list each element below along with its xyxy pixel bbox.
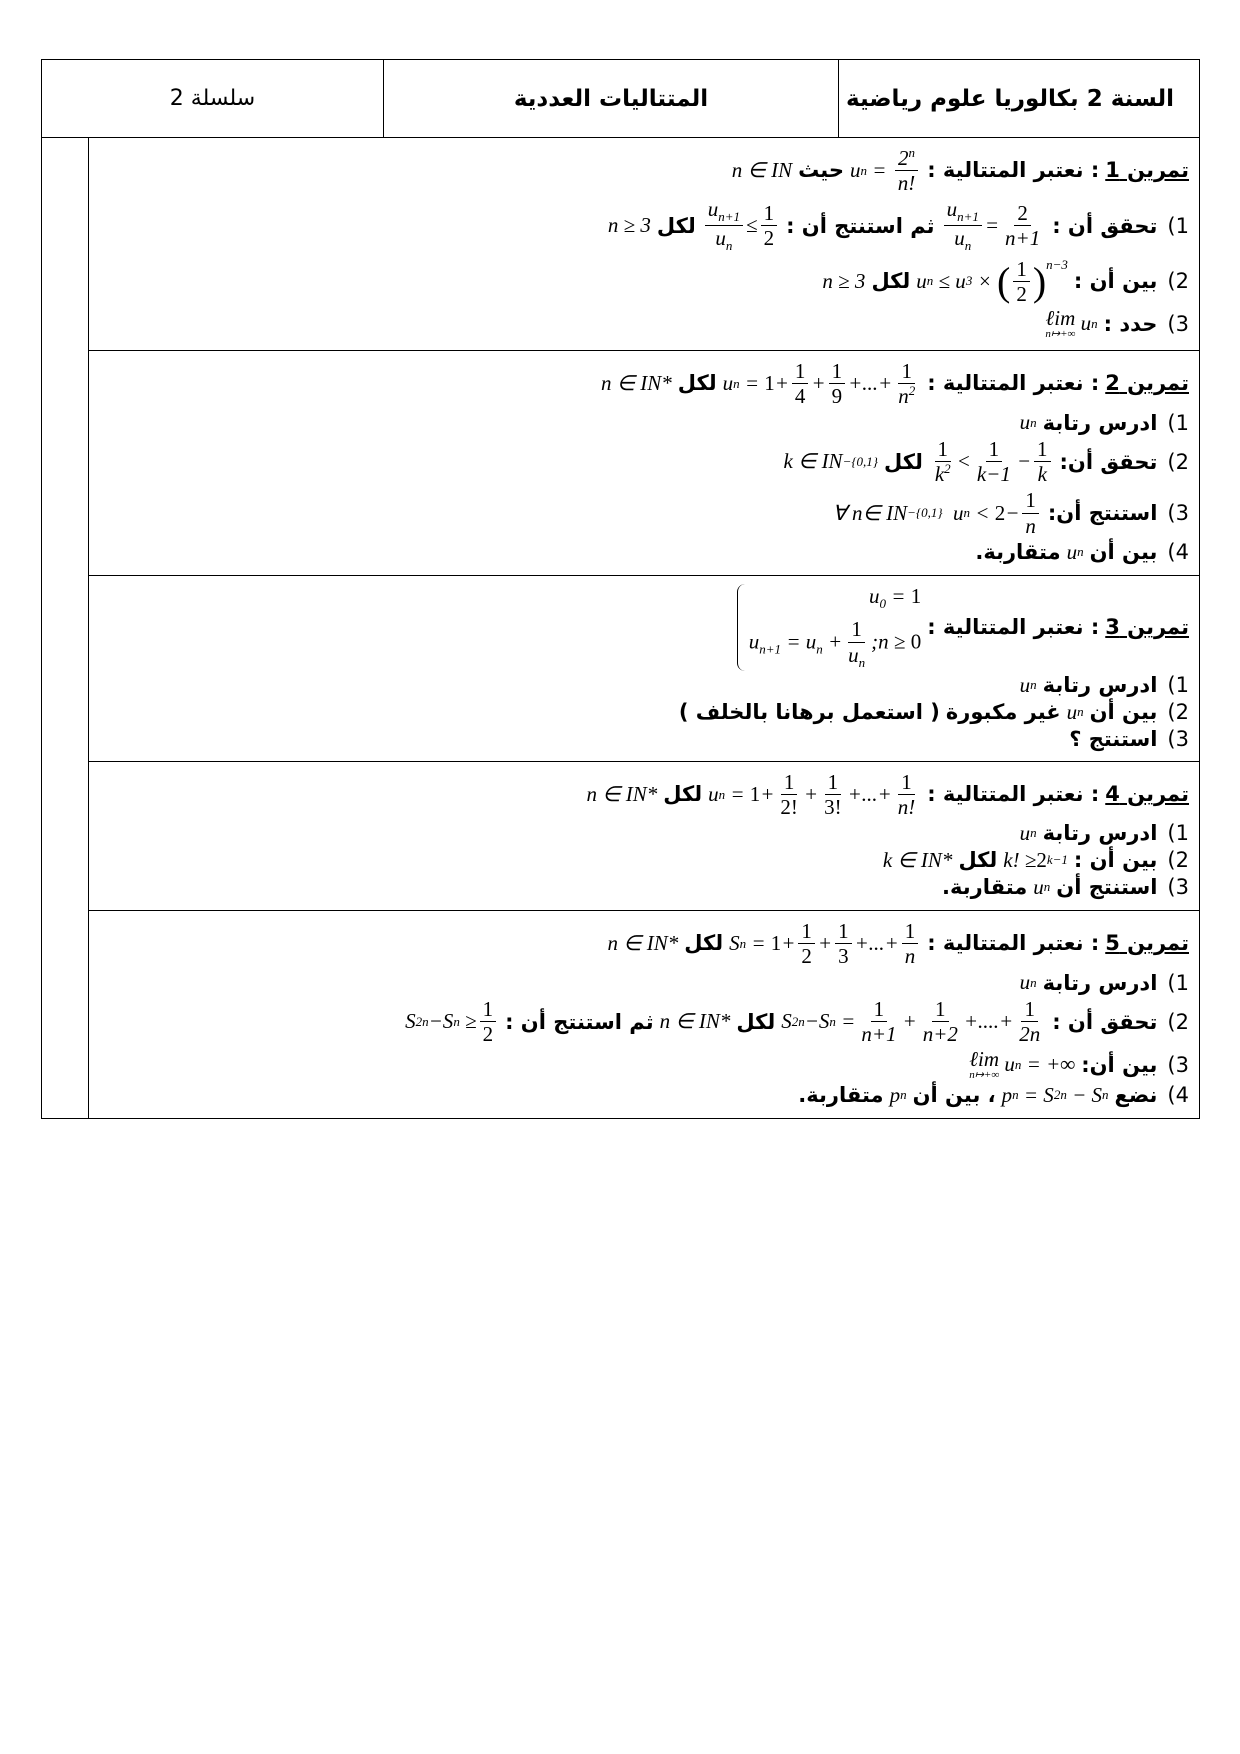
question: 1) ادرس رتابة u n xyxy=(1019,970,1189,995)
exercise-5 xyxy=(89,911,1199,1118)
exercise-title: تمرين 1 xyxy=(1105,158,1189,183)
formula: $u_0 = 1$ $u_{n+1} = u_n$ + $\frac{1}{u_n}$ ;n ≥ 0 xyxy=(737,584,921,671)
formula: k ∈ IN −{0,1} xyxy=(783,449,878,474)
question: 2) بين أن : u n ≤ u 3 × ( $\frac{1}{2}$ ) $^{n-3}$ لكل n ≥ 3 xyxy=(822,256,1189,306)
formula: $\frac{u_{n+1}}{u_n}$ ≤ $\frac{1}{2}$ xyxy=(702,197,780,254)
exercise-4-intro: تمرين 4 : نعتبر المتتالية : u n = 1 + $\frac{1}{2!}$ + $\frac{1}{3!}$ +...+ $\frac{1}{n!}$ لكل n ∈ IN* xyxy=(586,769,1189,819)
formula: u n = 1 + $\frac{1}{2!}$ + $\frac{1}{3!}$ +...+ $\frac{1}{n!}$ xyxy=(708,769,916,819)
question: 1) ادرس رتابة u n xyxy=(1019,672,1189,698)
question: 2) تحقق أن: $\frac{1}{k^2}$ < $\frac{1}{k-1}$ − $\frac{1}{k}$ لكل k ∈ IN −{0,1} xyxy=(783,437,1189,487)
question: 1) تحقق أن : $\frac{u_{n+1}}{u_n}$ = $\frac{2}{n+1}$ ثم استنتج أن : $\frac{u_{n+1}}{u_n}$ ≤ $\frac{1}{2}$ لكل n ≥ 3 xyxy=(607,197,1189,254)
header xyxy=(42,60,1199,138)
question: 1) ادرس رتابة u n xyxy=(1019,820,1189,846)
level-cell: السنة 2 بكالوريا علوم رياضية xyxy=(838,60,1199,137)
formula: $\frac{u_{n+1}}{u_n}$ = $\frac{2}{n+1}$ xyxy=(941,197,1047,254)
exercise-title: تمرين 3 xyxy=(1105,614,1189,639)
left-margin-column xyxy=(42,138,89,1118)
question: 3) استنتج أن: ∀ n∈ IN −{0,1} u n < 2 − $\frac{1}{n}$ xyxy=(832,488,1189,538)
question: 2) بين أن u n غير مكبورة ( استعمل برهانا بالخلف ) xyxy=(678,699,1189,725)
exercise-1 xyxy=(89,138,1199,351)
formula: ∀ n∈ IN −{0,1} u n < 2 − $\frac{1}{n}$ xyxy=(832,488,1041,537)
exercise-3 xyxy=(89,576,1199,762)
exercise-sheet xyxy=(41,59,1200,1119)
exercise-title: تمرين 5 xyxy=(1105,931,1189,956)
exercise-4 xyxy=(89,762,1199,911)
question: 3) استنتج ؟ xyxy=(1069,726,1189,751)
question: 3) استنتج أن u n متقاربة. xyxy=(942,874,1189,900)
question: 1) ادرس رتابة u n xyxy=(1019,410,1189,435)
formula: k! ≥ 2 k−1 xyxy=(1003,847,1068,872)
formula: u n = $\frac{2^n}{n!}$ xyxy=(850,146,921,195)
question: 3) حدد : ℓim n↦+∞ u n xyxy=(1045,305,1189,340)
formula: p n = S 2n − S n xyxy=(1001,1082,1109,1107)
formula: $\frac{1}{k^2}$ < $\frac{1}{k-1}$ − $\frac{1}{k}$ xyxy=(929,437,1054,486)
formula: ℓim n↦+∞ u n xyxy=(1045,305,1098,340)
formula: u n ≤ u 3 × ( $\frac{1}{2}$ ) $^{n-3}$ xyxy=(916,256,1068,306)
formula: S n = 1 + $\frac{1}{2}$ + $\frac{1}{3}$ +...+ $\frac{1}{n}$ xyxy=(729,919,921,968)
exercise-2-intro: تمرين 2 : نعتبر المتتالية : u n = 1 + $\frac{1}{4}$ + $\frac{1}{9}$ +...+ $\frac{1}{n^2}$ لكل n ∈ IN* xyxy=(600,358,1189,408)
formula: S 2n −S n = $\frac{1}{n+1}$ + $\frac{1}{n+2}$ +....+ $\frac{1}{2n}$ xyxy=(781,997,1041,1047)
exercise-title: تمرين 4 xyxy=(1105,781,1189,806)
formula: u n = 1 + $\frac{1}{4}$ + $\frac{1}{9}$ +...+ $\frac{1}{n^2}$ xyxy=(722,358,916,408)
question: 4) بين أن u n متقاربة. xyxy=(975,539,1189,565)
topic-title: المتتاليات العددية xyxy=(383,60,838,137)
exercises-column xyxy=(89,138,1199,1118)
exercise-2 xyxy=(89,351,1199,576)
question: 4) نضع p n = S 2n − S n ، بين أن p n متقاربة. xyxy=(798,1082,1189,1108)
exercise-3-intro: تمرين 3 : نعتبر المتتالية : $u_0 = 1$ $u_{n+1} = u_n$ + $\frac{1}{u_n}$ ;n ≥ 0 xyxy=(103,584,1189,671)
question: 2) تحقق أن : S 2n −S n = $\frac{1}{n+1}$ + $\frac{1}{n+2}$ +....+ $\frac{1}{2n}$ لكل n ∈ IN* ثم استنتج أن : S 2n −S n ≥ $\frac{1}{2}$ xyxy=(405,997,1189,1047)
exercise-5-intro: تمرين 5 : نعتبر المتتالية : S n = 1 + $\frac{1}{2}$ + $\frac{1}{3}$ +...+ $\frac{1}{n}$ لكل n ∈ IN* xyxy=(607,918,1189,969)
question: 2) بين أن : k! ≥ 2 k−1 لكل k ∈ IN* xyxy=(882,847,1189,873)
formula: ℓim n↦+∞ u n = +∞ xyxy=(969,1046,1076,1081)
exercise-title: تمرين 2 xyxy=(1105,370,1189,395)
exercise-1-intro: تمرين 1 : نعتبر المتتالية : u n = $\frac{2^n}{n!}$ حيث n ∈ IN xyxy=(731,145,1189,196)
formula: S 2n −S n ≥ $\frac{1}{2}$ xyxy=(405,997,499,1046)
question: 3) بين أن: ℓim n↦+∞ u n = +∞ xyxy=(969,1046,1189,1081)
series-label: سلسلة 2 xyxy=(169,86,256,111)
